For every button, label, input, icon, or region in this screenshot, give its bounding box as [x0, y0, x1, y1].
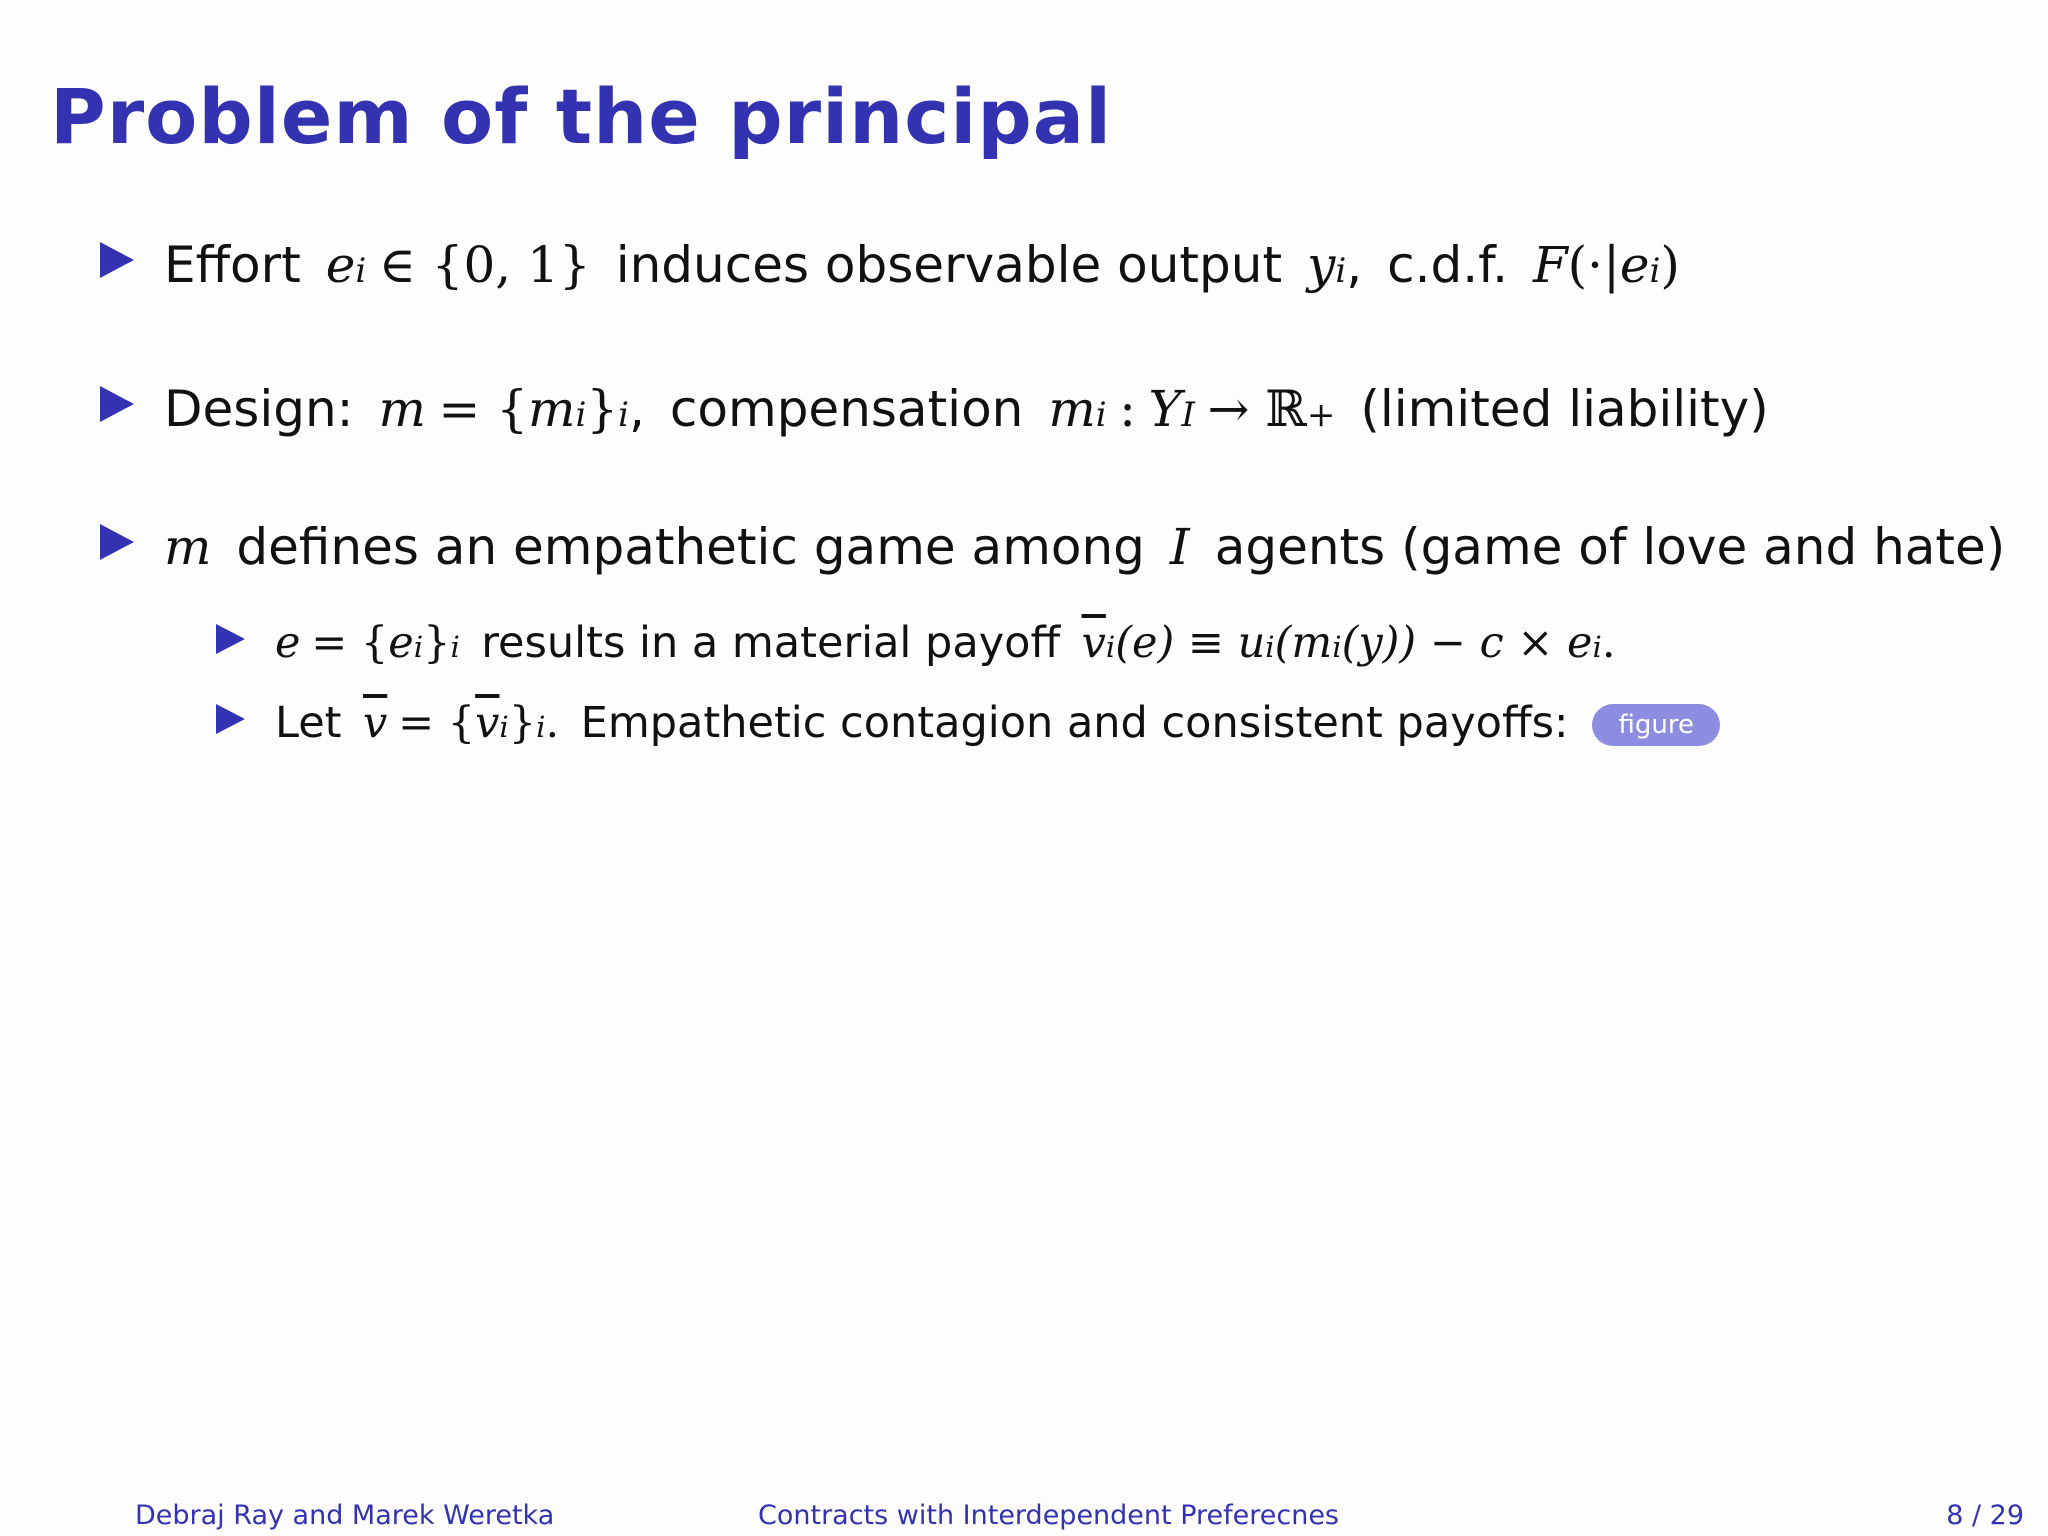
- math-payoff-rest: (y)) − c × e: [1341, 618, 1593, 668]
- math-I: I: [1169, 518, 1190, 576]
- math-effort-set: ∈ {0, 1}: [378, 236, 591, 294]
- math-close-brace: }: [508, 698, 537, 748]
- math-F: F: [1532, 236, 1568, 294]
- bullet-effort-prefix: Effort: [164, 236, 301, 294]
- math-m: m: [1048, 380, 1096, 438]
- bullet-effort: [100, 236, 1680, 294]
- bullet-triangle-icon: [100, 386, 134, 422]
- math-m: m: [528, 380, 576, 438]
- math-eq-open: = {: [311, 618, 389, 668]
- math-m: m: [378, 380, 426, 438]
- footer-authors: Debraj Ray and Marek Weretka: [135, 1500, 555, 1531]
- bullet-triangle-icon: [100, 242, 134, 278]
- math-y: y: [1307, 236, 1336, 294]
- math-vbar: $\overline{v}$: [475, 698, 500, 748]
- math-e: e: [325, 236, 356, 294]
- math-e: e: [275, 618, 301, 668]
- footer-page-number[interactable]: 8 / 29: [1946, 1500, 2024, 1531]
- math-sub-i: i: [575, 395, 587, 435]
- math-period: .: [545, 698, 560, 748]
- math-vbar: $\overline{v}$: [363, 698, 388, 748]
- math-sub-i: i: [1335, 251, 1347, 291]
- math-Y: Y: [1148, 380, 1182, 438]
- math-sub-i: i: [355, 251, 367, 291]
- footer-talk-title: Contracts with Interdependent Preferecnes: [758, 1500, 1340, 1531]
- bullet-design: [100, 380, 1769, 438]
- subbullet-let: Let: [275, 698, 342, 748]
- slide-title: Problem of the principal: [50, 72, 1113, 161]
- math-sub-plus: +: [1306, 395, 1336, 435]
- bullet-design-prefix: Design:: [164, 380, 354, 438]
- math-close-brace: }: [423, 618, 451, 668]
- math-sub-i: i: [499, 710, 509, 744]
- math-vbar: $\overline{v}$: [1081, 618, 1106, 668]
- math-sub-i: i: [1265, 630, 1275, 664]
- math-sub-i: i: [413, 630, 424, 664]
- comma: ,: [629, 380, 645, 438]
- math-sup-I: I: [1181, 395, 1195, 435]
- bullet-triangle-icon: [100, 524, 134, 560]
- bullet-design-comp: compensation: [669, 380, 1024, 438]
- comma: ,: [1346, 236, 1363, 294]
- bullet-game: [100, 518, 2005, 576]
- subbullet-payoff: [216, 618, 1616, 668]
- figure-link-button[interactable]: figure: [1592, 704, 1719, 746]
- math-m: m: [164, 518, 212, 576]
- bullet-game-text1: defines an empathetic game among: [236, 518, 1145, 576]
- math-arrow-reals: → ℝ: [1207, 380, 1307, 438]
- bullet-game-text2: agents (game of love and hate): [1214, 518, 2006, 576]
- math-sub-i: i: [618, 395, 629, 435]
- math-colon: :: [1119, 380, 1137, 438]
- math-arg-open: (·|: [1567, 236, 1620, 294]
- bullet-effort-cdf: c.d.f.: [1387, 236, 1508, 294]
- bullet-triangle-icon: [216, 704, 245, 734]
- math-sub-i: i: [1095, 395, 1107, 435]
- math-sub-i: i: [450, 630, 460, 664]
- math-close-brace: }: [586, 380, 619, 438]
- math-arg-close: ): [1660, 236, 1680, 294]
- math-sub-i: i: [1649, 251, 1661, 291]
- math-payoff-arg: (e) ≡ u: [1115, 618, 1266, 668]
- subbullet-contagion-text: Empathetic contagion and consistent payoffs:: [580, 698, 1569, 748]
- bullet-design-paren: (limited liability): [1360, 380, 1769, 438]
- subbullet-contagion: [216, 698, 1720, 750]
- math-eq-open: = {: [438, 380, 529, 438]
- bullet-effort-mid: induces observable output: [615, 236, 1283, 294]
- math-eq-open: = {: [398, 698, 476, 748]
- math-paren-m: (m: [1274, 618, 1333, 668]
- math-sub-i: i: [1592, 630, 1602, 664]
- math-sub-i: i: [1332, 630, 1342, 664]
- math-sub-i: i: [1105, 630, 1116, 664]
- subbullet-payoff-text: results in a material payoff: [481, 618, 1061, 668]
- math-sub-i: i: [536, 710, 546, 744]
- bullet-triangle-icon: [216, 624, 245, 654]
- math-e: e: [388, 618, 414, 668]
- math-e: e: [1619, 236, 1650, 294]
- math-period: .: [1601, 618, 1616, 668]
